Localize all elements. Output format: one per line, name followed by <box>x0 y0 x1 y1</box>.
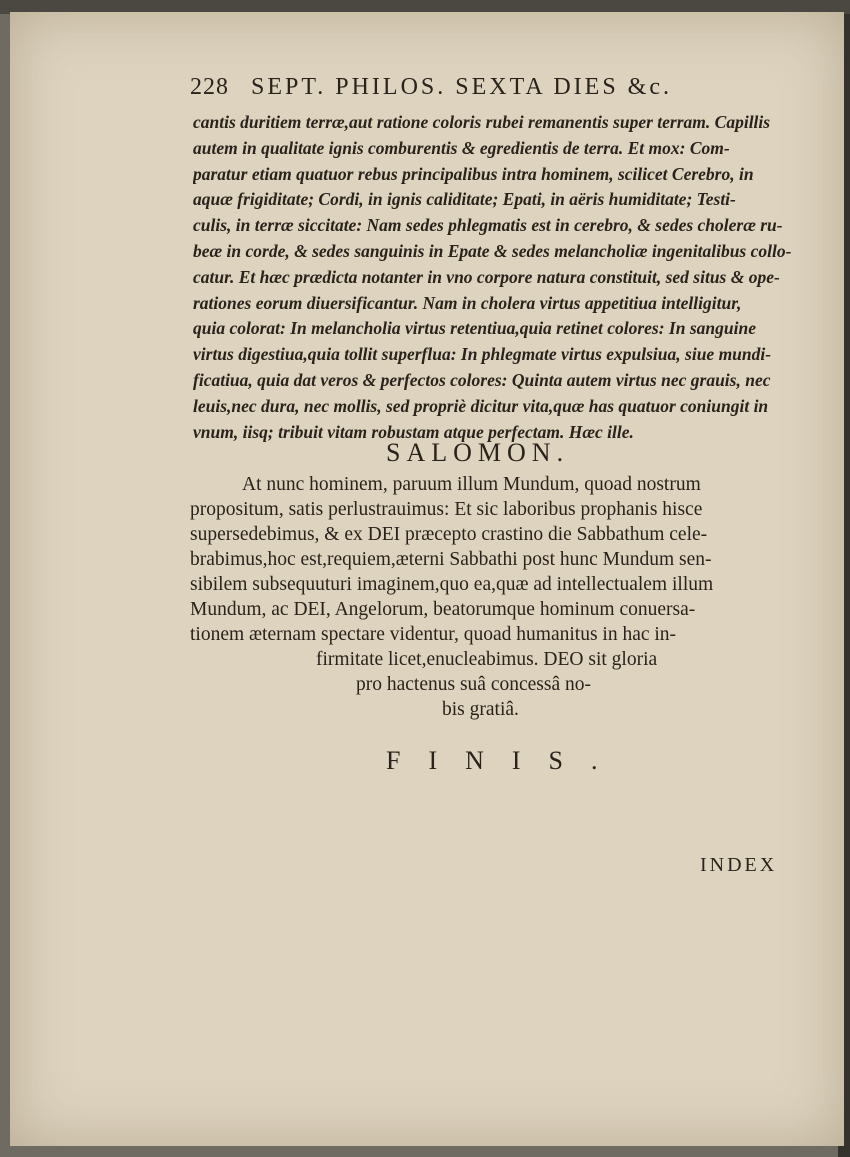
italic-passage <box>193 110 793 445</box>
text-line: catur. Et hæc prædicta notanter in vno corpore natura constituit, sed situs & ope- <box>193 266 780 287</box>
text-line: supersedebimus, & ex DEI præcepto crastino die Sabbathum cele- <box>190 524 708 545</box>
running-head: SEPT. PHILOS. SEXTA DIES &c. <box>251 74 672 100</box>
text-line: leuis,nec dura, nec mollis, sed propriè dicitur vita,quæ has quatuor coniungit in <box>193 395 769 416</box>
text-line: firmitate licet,enucleabimus. DEO sit gloria <box>316 649 658 670</box>
text-line: autem in qualitate ignis comburentis & egredientis de terra. Et mox: Com- <box>193 137 730 158</box>
text-line: virtus digestiua,quia tollit superflua: In phlegmate virtus expulsiua, siue mundi- <box>193 344 772 365</box>
text-line: cantis duritiem terræ,aut ratione coloris rubei remanentis super terram. Capillis <box>193 112 771 132</box>
text-line: sibilem subsequuturi imaginem,quo ea,quæ ad intellectualem illum <box>190 574 714 595</box>
text-line: propositum, satis perlustrauimus: Et sic laboribus prophanis hisce <box>190 499 703 520</box>
text-line: quia colorat: In melancholia virtus retentiua,quia retinet colores: In sanguine <box>193 318 756 339</box>
page-header <box>190 74 690 108</box>
text-line: culis, in terræ siccitate: Nam sedes phlegmatis est in cerebro, & sedes choleræ ru- <box>193 215 783 236</box>
catchword: INDEX <box>700 854 778 876</box>
text-line: bis gratiâ. <box>442 699 519 720</box>
text-line: aquæ frigiditate; Cordi, in ignis caliditate; Epati, in aëris humiditate; Testi- <box>193 189 736 210</box>
text-line: rationes eorum diuersificantur. Nam in cholera virtus appetitiua intelligitur, <box>193 292 742 313</box>
text-line: Mundum, ac DEI, Angelorum, beatorumque hominum conuersa- <box>190 599 696 620</box>
text-line: beæ in corde, & sedes sanguinis in Epate & sedes melancholiæ ingenitalibus collo- <box>193 240 792 261</box>
text-line: tionem æternam spectare videntur, quoad humanitus in hac in- <box>190 624 677 645</box>
text-line: brabimus,hoc est,requiem,æterni Sabbathi post hunc Mundum sen- <box>190 549 712 570</box>
page-number: 228 <box>190 74 229 100</box>
text-line: pro hactenus suâ concessâ no- <box>356 674 591 695</box>
text-line: ficatiua, quia dat veros & perfectos colores: Quinta autem virtus nec grauis, nec <box>193 369 771 390</box>
roman-passage <box>190 472 795 722</box>
finis-heading: FINIS. <box>386 746 626 775</box>
text-line: paratur etiam quatuor rebus principalibus intra hominem, scilicet Cerebro, in <box>193 163 754 184</box>
text-line: vnum, iisq; tribuit vitam robustam atque perfectam. Hæc ille. <box>193 421 634 442</box>
section-heading: SALOMON. <box>386 438 570 467</box>
text-line: At nunc hominem, paruum illum Mundum, quoad nostrum <box>242 474 701 495</box>
